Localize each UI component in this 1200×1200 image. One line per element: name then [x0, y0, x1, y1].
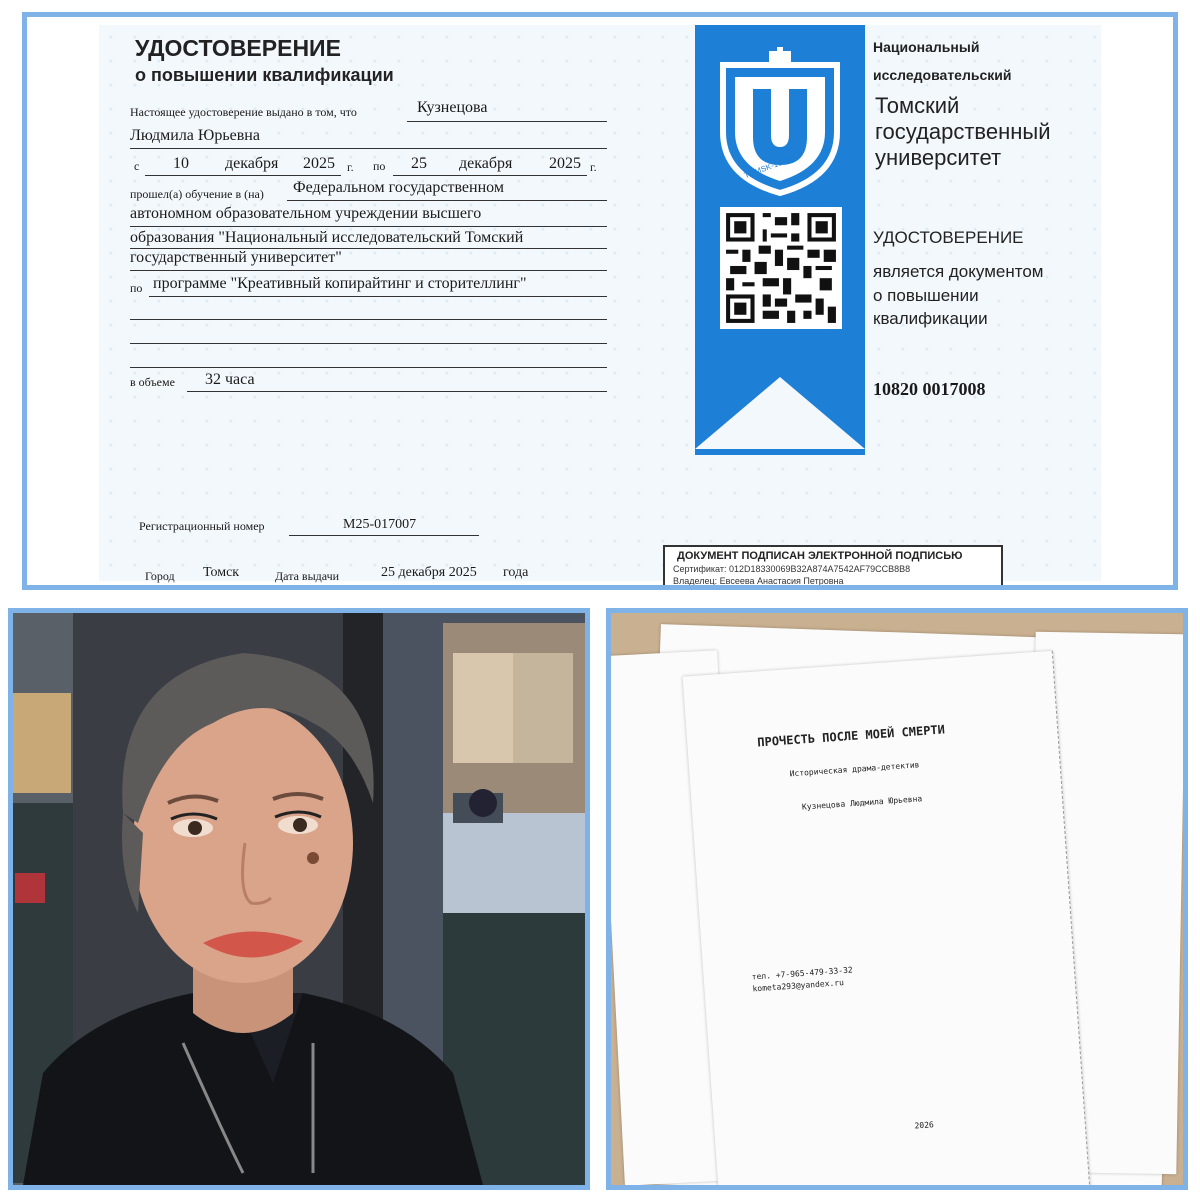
to-year-suffix: г.	[590, 160, 597, 174]
uni-line-2: исследовательский	[873, 67, 1012, 83]
uni-line-1: Национальный	[873, 39, 980, 55]
uni-line-5: университет	[875, 145, 1002, 170]
doc-line-4: квалификации	[873, 309, 988, 328]
org-line-4: государственный университет"	[130, 249, 342, 266]
from-month: декабря	[225, 155, 279, 172]
from-year: 2025	[303, 155, 335, 172]
serial-number: 10820 0017008	[873, 379, 986, 399]
from-year-suffix: г.	[347, 160, 354, 174]
full-name: Людмила Юрьевна	[130, 127, 260, 144]
surname: Кузнецова	[417, 99, 488, 116]
to-year: 2025	[549, 155, 581, 172]
from-label: с	[134, 159, 140, 173]
volume: 32 часа	[205, 371, 255, 388]
certificate-panel	[22, 12, 1178, 590]
city-label: Город	[145, 569, 175, 583]
to-month: декабря	[459, 155, 513, 172]
e-signature-stamp	[663, 545, 1003, 590]
script-author: Кузнецова Людмила Юрьевна	[801, 794, 923, 812]
to-label: по	[373, 159, 386, 173]
stamp-title: ДОКУМЕНТ ПОДПИСАН ЭЛЕКТРОННОЙ ПОДПИСЬЮ	[677, 550, 963, 562]
program: программе "Креативный копирайтинг и сторителлинг"	[153, 275, 527, 292]
script-email: kometa293@yandex.ru	[752, 978, 845, 994]
stamp-certificate: Сертификат: 012D18330069B32A874A7542AF79CCB8B8	[673, 564, 911, 574]
doc-line-2: является документом	[873, 262, 1044, 281]
uni-line-4: государственный	[875, 119, 1051, 144]
date-label: Дата выдачи	[275, 569, 340, 583]
program-label: по	[130, 281, 143, 295]
certificate-subtitle: о повышении квалификации	[135, 65, 394, 85]
issue-date-suffix: года	[503, 565, 529, 580]
org-line-2: автономном образовательном учреждении высшего	[130, 205, 482, 222]
org-line-1: Федеральном государственном	[293, 179, 504, 196]
volume-label: в объеме	[130, 375, 175, 389]
issue-date: 25 декабря 2025	[381, 565, 477, 580]
portrait-photo-panel	[8, 608, 590, 1190]
issued-label: Настоящее удостоверение выдано в том, что	[130, 105, 357, 119]
manuscript-photo-panel	[606, 608, 1188, 1190]
script-genre: Историческая драма-детектив	[789, 760, 920, 779]
script-year: 2026	[914, 1120, 935, 1131]
ribbon-notch	[695, 377, 865, 449]
stamp-owner: Владелец: Евсеева Анастасия Петровна	[673, 576, 844, 586]
reg-label: Регистрационный номер	[139, 519, 265, 533]
org-line-3: образования "Национальный исследовательский Томский	[130, 229, 524, 246]
certificate-title: УДОСТОВЕРЕНИЕ	[135, 35, 341, 61]
university-logo-icon	[713, 47, 847, 197]
logo-text: TOMSK-1878	[742, 154, 792, 181]
title-page	[683, 651, 1091, 1190]
from-day: 10	[173, 155, 189, 172]
portrait-photo	[13, 613, 585, 1185]
qr-code-icon	[720, 207, 842, 329]
script-title: ПРОЧЕСТЬ ПОСЛЕ МОЕЙ СМЕРТИ	[756, 722, 946, 750]
doc-line-1: УДОСТОВЕРЕНИЕ	[873, 228, 1024, 247]
studied-label: прошел(а) обучение в (на)	[130, 187, 264, 201]
uni-line-3: Томский	[875, 93, 960, 118]
doc-line-3: о повышении	[873, 286, 979, 305]
city: Томск	[203, 565, 240, 580]
script-phone: тел. +7-965-479-33-32	[751, 965, 853, 982]
reg-number: М25-017007	[343, 517, 417, 532]
to-day: 25	[411, 155, 427, 172]
